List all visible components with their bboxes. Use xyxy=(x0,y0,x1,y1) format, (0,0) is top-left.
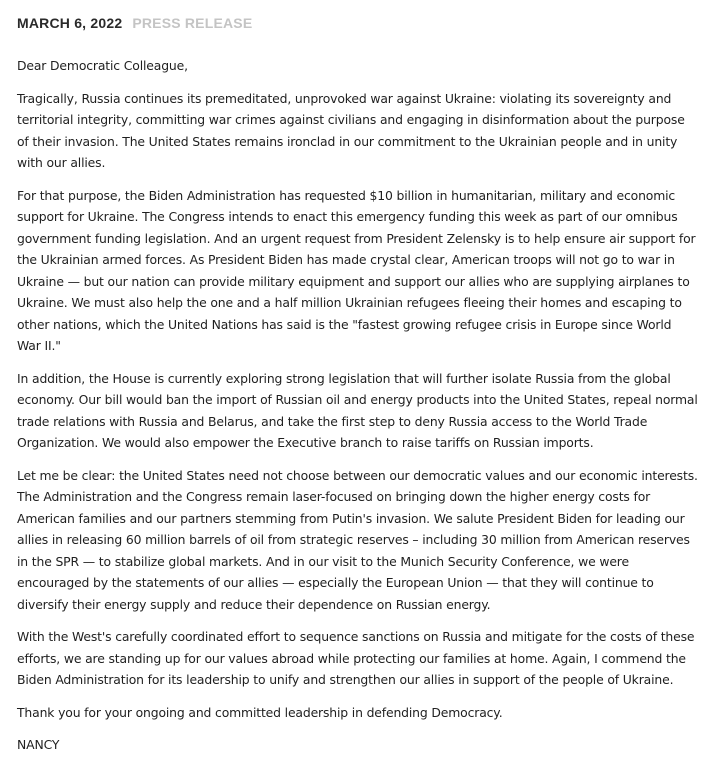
salutation: Dear Democratic Colleague, xyxy=(17,58,188,73)
letter-body xyxy=(17,55,698,756)
paragraph-emergency-funding: For that purpose, the Biden Administration has requested $10 billion in humanitarian, military and economic support for Ukraine. The Congress intends to enact this emergency funding this week as part of our omnibus government funding legislation. And an urgent request from President Zelensky is to help ensure air support for the Ukrainian armed forces. As President Biden has made crystal clear, American troops will not go to war in Ukraine — but our nation can provide military equipment and support our allies who are supplying airplanes to Ukraine. We must also help the one and a half million Ukrainian refugees fleeing their homes and escaping to other nations, which the United Nations has said is the "fastest growing refugee crisis in Europe since World War II." xyxy=(17,187,696,353)
signature: NANCY xyxy=(17,737,60,752)
release-date: MARCH 6, 2022 xyxy=(17,15,123,31)
release-type-label: PRESS RELEASE xyxy=(132,15,253,31)
paragraph-ukraine-war: Tragically, Russia continues its premeditated, unprovoked war against Ukraine: violating its sovereignty and territorial integrity, committing war crimes against civilians and engaging in disinformation about the purpose of their invasion. The United States remains ironclad in our commitment to the Ukrainian people and in unity with our allies. xyxy=(17,90,685,170)
paragraph-isolation-legislation: In addition, the House is currently exploring strong legislation that will further isolate Russia from the global economy. Our bill would ban the import of Russian oil and energy products into the United States, repeal normal trade relations with Russia and Belarus, and take the first step to deny Russia access to the World Trade Organization. We would also empower the Executive branch to raise tariffs on Russian imports. xyxy=(17,370,698,450)
paragraph-energy-costs: Let me be clear: the United States need not choose between our democratic values and our economic interests. The Administration and the Congress remain laser-focused on bringing down the higher energy costs for American families and our partners stemming from Putin's invasion. We salute President Biden for leading our allies in releasing 60 million barrels of oil from strategic reserves – including 30 million from American reserves in the SPR — to stabilize global markets. And in our visit to the Munich Security Conference, we were encouraged by the statements of our allies — especially the European Union — that they will continue to diversify their energy supply and reduce their dependence on Russian energy. xyxy=(17,467,698,612)
paragraph-sanctions: With the West's carefully coordinated effort to sequence sanctions on Russia and mitigate for the costs of these efforts, we are standing up for our values abroad while protecting our families at home. Again, I commend the Biden Administration for its leadership to unify and strengthen our allies in support of the people of Ukraine. xyxy=(17,629,695,687)
paragraph-closing: Thank you for your ongoing and committed leadership in defending Democracy. xyxy=(17,704,503,720)
press-release-header xyxy=(17,13,252,33)
